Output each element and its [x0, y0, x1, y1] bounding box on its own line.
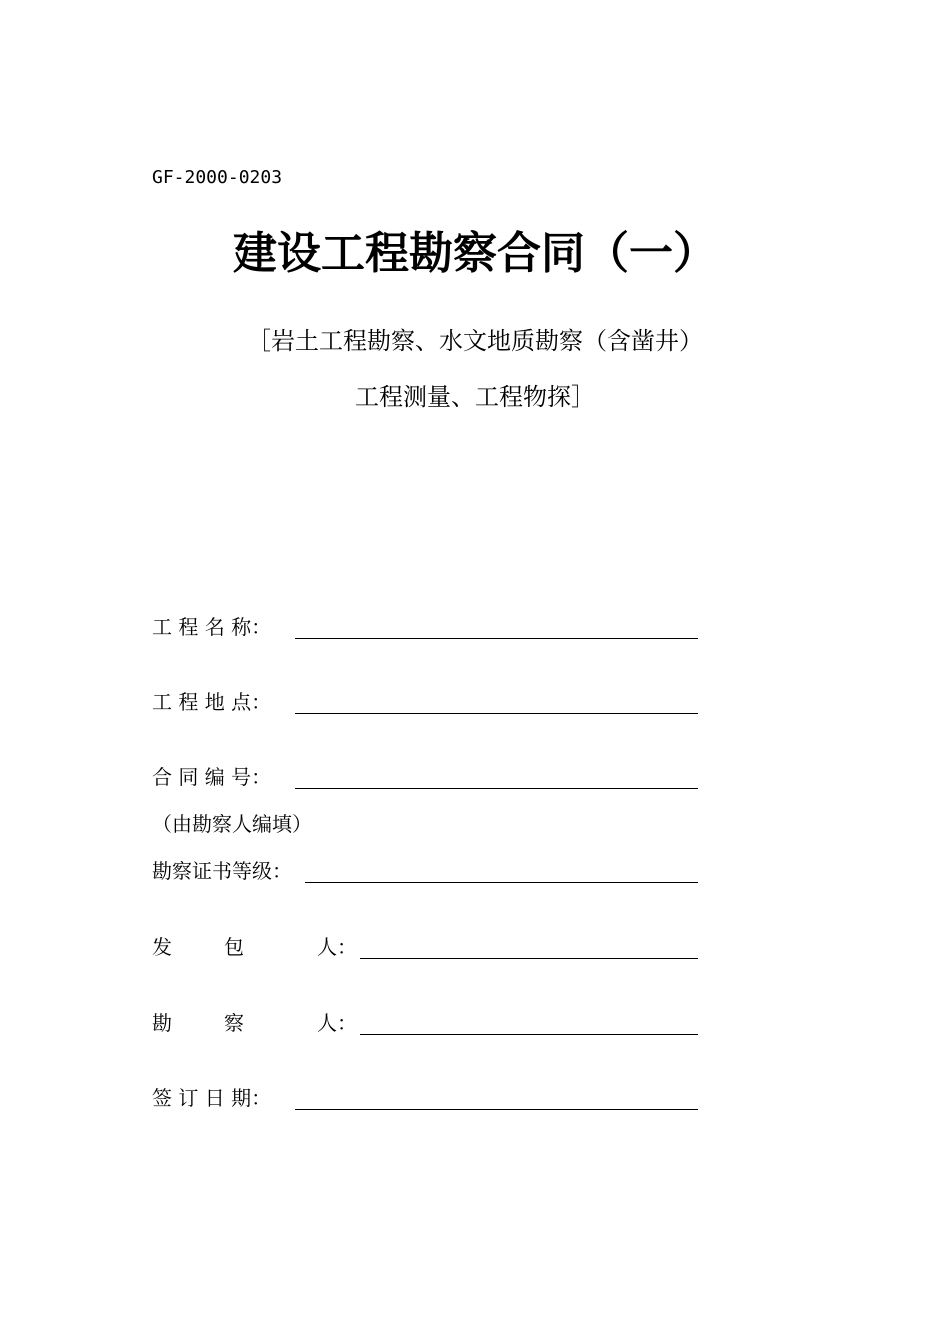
project-name-label: 工 程 名 称：: [152, 615, 272, 639]
employer-blank-line: [360, 958, 698, 959]
project-location-label: 工 程 地 点：: [152, 690, 272, 714]
contract-number-field: [152, 762, 698, 792]
certificate-grade-blank-line: [305, 882, 698, 883]
contract-number-blank-line: [295, 788, 698, 789]
contract-title: 建设工程勘察合同（一）: [233, 228, 717, 279]
surveyor-blank-line: [360, 1034, 698, 1035]
signing-date-label: 签 订 日 期：: [152, 1086, 272, 1110]
certificate-grade-field: [152, 856, 698, 886]
contract-number-note: （由勘察人编填）: [152, 812, 312, 836]
certificate-grade-label: 勘察证书等级：: [152, 859, 292, 883]
contract-subtitle-line1: ［岩土工程勘察、水文地质勘察（含凿井）: [247, 327, 703, 355]
project-name-field: [152, 612, 698, 642]
project-location-field: [152, 687, 698, 717]
contract-number-label: 合 同 编 号：: [152, 765, 272, 789]
employer-field: 发 包 人：: [152, 932, 698, 962]
project-name-blank-line: [295, 638, 698, 639]
surveyor-field: 勘 察 人：: [152, 1008, 698, 1038]
signing-date-blank-line: [295, 1109, 698, 1110]
contract-subtitle-line2: 工程测量、工程物探］: [355, 383, 595, 411]
signing-date-field: [152, 1083, 698, 1113]
project-location-blank-line: [295, 713, 698, 714]
form-code: GF-2000-0203: [152, 167, 283, 188]
